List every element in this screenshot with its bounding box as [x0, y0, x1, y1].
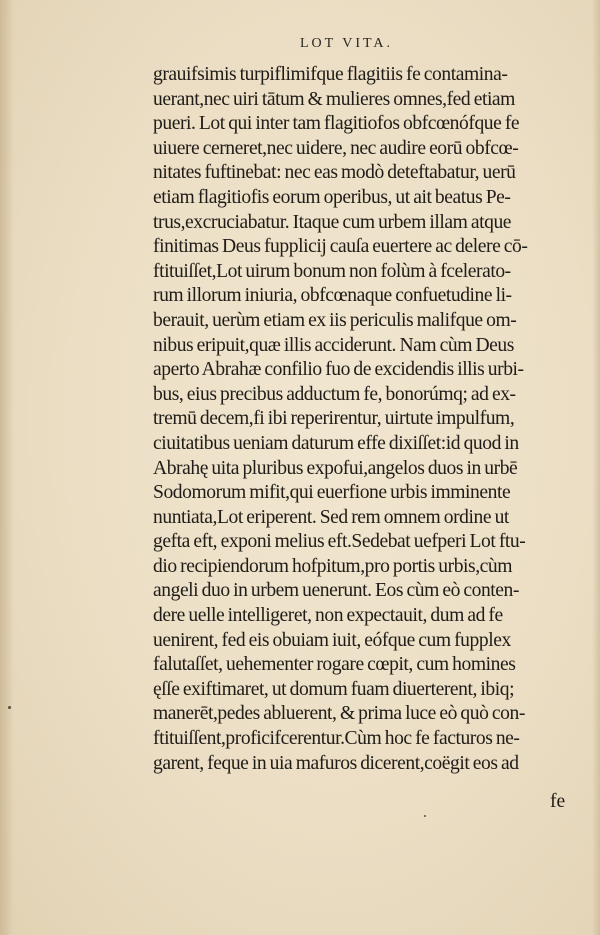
text-line: falutaſſet, uehementer rogare cœpit, cum homines — [153, 654, 516, 676]
text-line: finitimas Deus fupplicij cauſa euertere ac delere cō- — [153, 236, 528, 258]
text-line: manerēt,pedes abluerent, & prima luce eò quò con- — [153, 703, 525, 725]
running-head: LOT VITA. — [300, 36, 394, 51]
text-line: ciuitatibus ueniam daturum effe dixiſſet:id quod in — [153, 432, 519, 454]
catchword: fe — [550, 791, 566, 812]
text-line: dio recipiendorum hofpitum,pro portis urbis,cùm — [153, 555, 513, 577]
text-line: ftituiſſent,proficifcerentur.Cùm hoc fe facturos ne- — [153, 728, 520, 750]
paper-speck — [424, 815, 426, 817]
page-edge-shadow — [592, 0, 600, 935]
text-line: etiam flagitiofis eorum operibus, ut ait beatus Pe- — [153, 186, 511, 208]
gutter-shadow — [0, 0, 14, 935]
text-line: rum illorum iniuria, obfcœnaque confuetudine li- — [153, 285, 512, 307]
text-line: trus,excruciabatur. Itaque cum urbem illam atque — [153, 211, 512, 233]
paper-speck — [8, 706, 11, 709]
text-line: bus, eius precibus adductum fe, bonorúmq; ad ex- — [153, 383, 516, 405]
text-line: Sodomorum mifit,qui euerfione urbis imminente — [153, 482, 511, 504]
text-line: ęſſe exiftimaret, ut domum fuam diuerterent, ibiq; — [153, 678, 515, 700]
text-line: tremū decem,fi ibi reperirentur, uirtute impulfum, — [153, 408, 515, 430]
text-line: Abrahę uita pluribus expofui,angelos duos in urbē — [153, 457, 518, 479]
text-line: pueri. Lot qui inter tam flagitiofos obfcœnófque fe — [153, 113, 520, 135]
text-line: gefta eft, exponi melius eft.Sedebat uefperi Lot ftu- — [153, 531, 526, 553]
text-line: ftituiſſet,Lot uirum bonum non folùm à fcelerato- — [153, 260, 511, 282]
text-line: uerant,nec uiri tātum & mulieres omnes,fed etiam — [153, 88, 515, 110]
text-line: uenirent, fed eis obuiam iuit, eófque cum fupplex — [153, 629, 511, 651]
text-line: nitates fuftinebat: nec eas modò deteftabatur, uerū — [153, 162, 516, 184]
text-line: berauit, uerùm etiam ex iis periculis malifque om- — [153, 309, 517, 331]
text-line: grauifsimis turpiflimifque flagitiis fe contamina- — [153, 64, 508, 85]
text-line: nibus eripuit,quæ illis acciderunt. Nam cùm Deus — [153, 334, 514, 356]
body-text — [153, 63, 573, 776]
text-line: uiuere cerneret,nec uidere, nec audire eorū obfcœ- — [153, 137, 519, 159]
text-line: angeli duo in urbem uenerunt. Eos cùm eò conten- — [153, 580, 519, 602]
text-line: nuntiata,Lot eriperent. Sed rem omnem ordine ut — [153, 506, 509, 528]
text-line: dere uelle intelligeret, non expectauit, dum ad fe — [153, 605, 503, 627]
text-line: aperto Abrahæ confilio fuo de excidendis illis urbi- — [153, 359, 524, 381]
text-line: garent, feque in uia mafuros dicerent,coëgit eos ad — [153, 752, 519, 774]
